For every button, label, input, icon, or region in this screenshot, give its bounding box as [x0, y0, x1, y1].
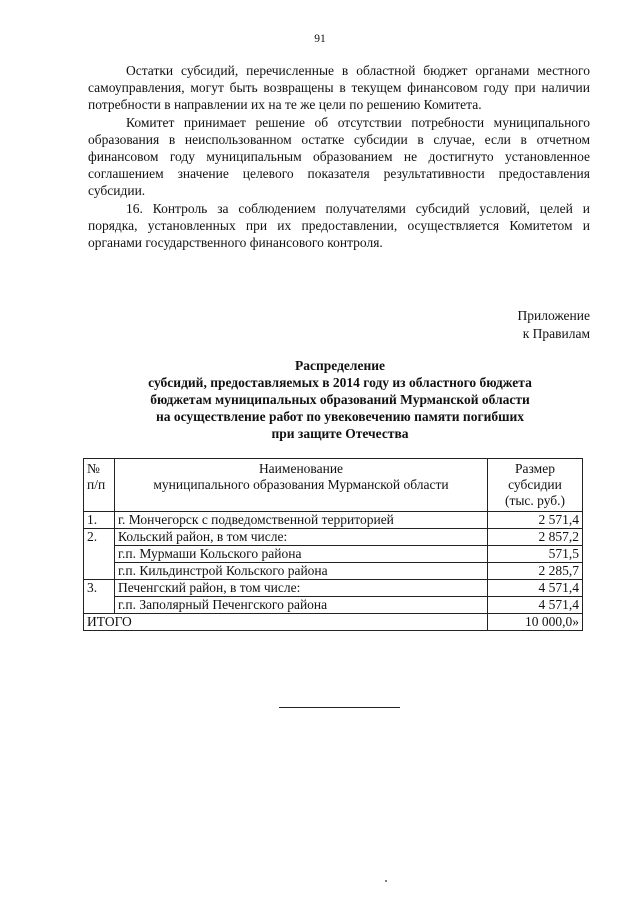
row-value: 2 285,7: [488, 563, 583, 580]
title-line-2: субсидий, предоставляемых в 2014 году из областного бюджета: [148, 375, 532, 390]
row-name: г.п. Кильдинстрой Кольского района: [115, 563, 488, 580]
table-row: [84, 580, 583, 597]
row-num: 3.: [84, 580, 115, 597]
row-value: 4 571,4: [488, 597, 583, 614]
row-num: [84, 563, 115, 580]
appendix-line-1: Приложение: [517, 308, 590, 323]
page-number: 91: [314, 33, 326, 45]
header-name-line-2: муниципального образования Мурманской области: [153, 477, 449, 492]
title-line-5: при защите Отечества: [271, 426, 409, 441]
table-row: [84, 512, 583, 529]
appendix-label: [518, 307, 590, 342]
row-value: 2 571,4: [488, 512, 583, 529]
header-num-text: № п/п: [87, 461, 106, 492]
header-value-line-3: (тыс. руб.): [504, 493, 566, 508]
table-header-row: [84, 459, 583, 512]
row-value: 4 571,4: [488, 580, 583, 597]
table-row: [84, 597, 583, 614]
row-name: г. Мончегорск с подведомственной территорией: [115, 512, 488, 529]
header-num: [84, 459, 115, 512]
subsidy-distribution-table: [83, 458, 583, 631]
row-num: [84, 597, 115, 614]
title-line-4: на осуществление работ по увековечению памяти погибших: [155, 409, 525, 424]
title-line-3: бюджетам муниципальных образований Мурманской области: [150, 392, 530, 407]
appendix-line-2: к Правилам: [522, 325, 590, 341]
paragraph-committee-decision: Комитет принимает решение об отсутствии потребности муниципального образования в неиспользованном остатке субсидии в случае, если в отчетном финансовом году муниципальным образованием не достигнуто установленное соглашением значение целевого показателя результативности предоставления субсидии.: [88, 114, 590, 199]
scan-speck: [385, 880, 387, 882]
header-value-line-2: субсидии: [508, 477, 562, 492]
table-row: [84, 529, 583, 546]
paragraph-control: 16. Контроль за соблюдением получателями субсидий условий, целей и порядка, установленных при их предоставлении, осуществляется Комитетом и органами государственного финансового контроля.: [88, 200, 590, 251]
total-value: 10 000,0»: [488, 614, 583, 631]
row-value: 571,5: [488, 546, 583, 563]
body-text: [88, 62, 590, 251]
table-row: [84, 563, 583, 580]
header-name: [115, 459, 488, 512]
row-value: 2 857,2: [488, 529, 583, 546]
header-value: [488, 459, 583, 512]
row-name: Кольский район, в том числе:: [115, 529, 488, 546]
document-title: [70, 357, 610, 442]
row-num: 2.: [84, 529, 115, 546]
signature-line: [279, 707, 400, 708]
header-value-line-1: Размер: [515, 461, 555, 476]
row-name: г.п. Заполярный Печенгского района: [115, 597, 488, 614]
table-row: [84, 546, 583, 563]
total-label: ИТОГО: [84, 614, 488, 631]
paragraph-subsidy-return: Остатки субсидий, перечисленные в областной бюджет органами местного самоуправления, могут быть возвращены в текущем финансовом году при наличии потребности в направлении их на те же цели по решению Комитета.: [88, 63, 590, 113]
row-name: Печенгский район, в том числе:: [115, 580, 488, 597]
table-total-row: [84, 614, 583, 631]
row-num: [84, 546, 115, 563]
row-name: г.п. Мурмаши Кольского района: [115, 546, 488, 563]
row-num: 1.: [84, 512, 115, 529]
title-line-1: Распределение: [294, 358, 386, 373]
header-name-line-1: Наименование: [258, 461, 344, 476]
